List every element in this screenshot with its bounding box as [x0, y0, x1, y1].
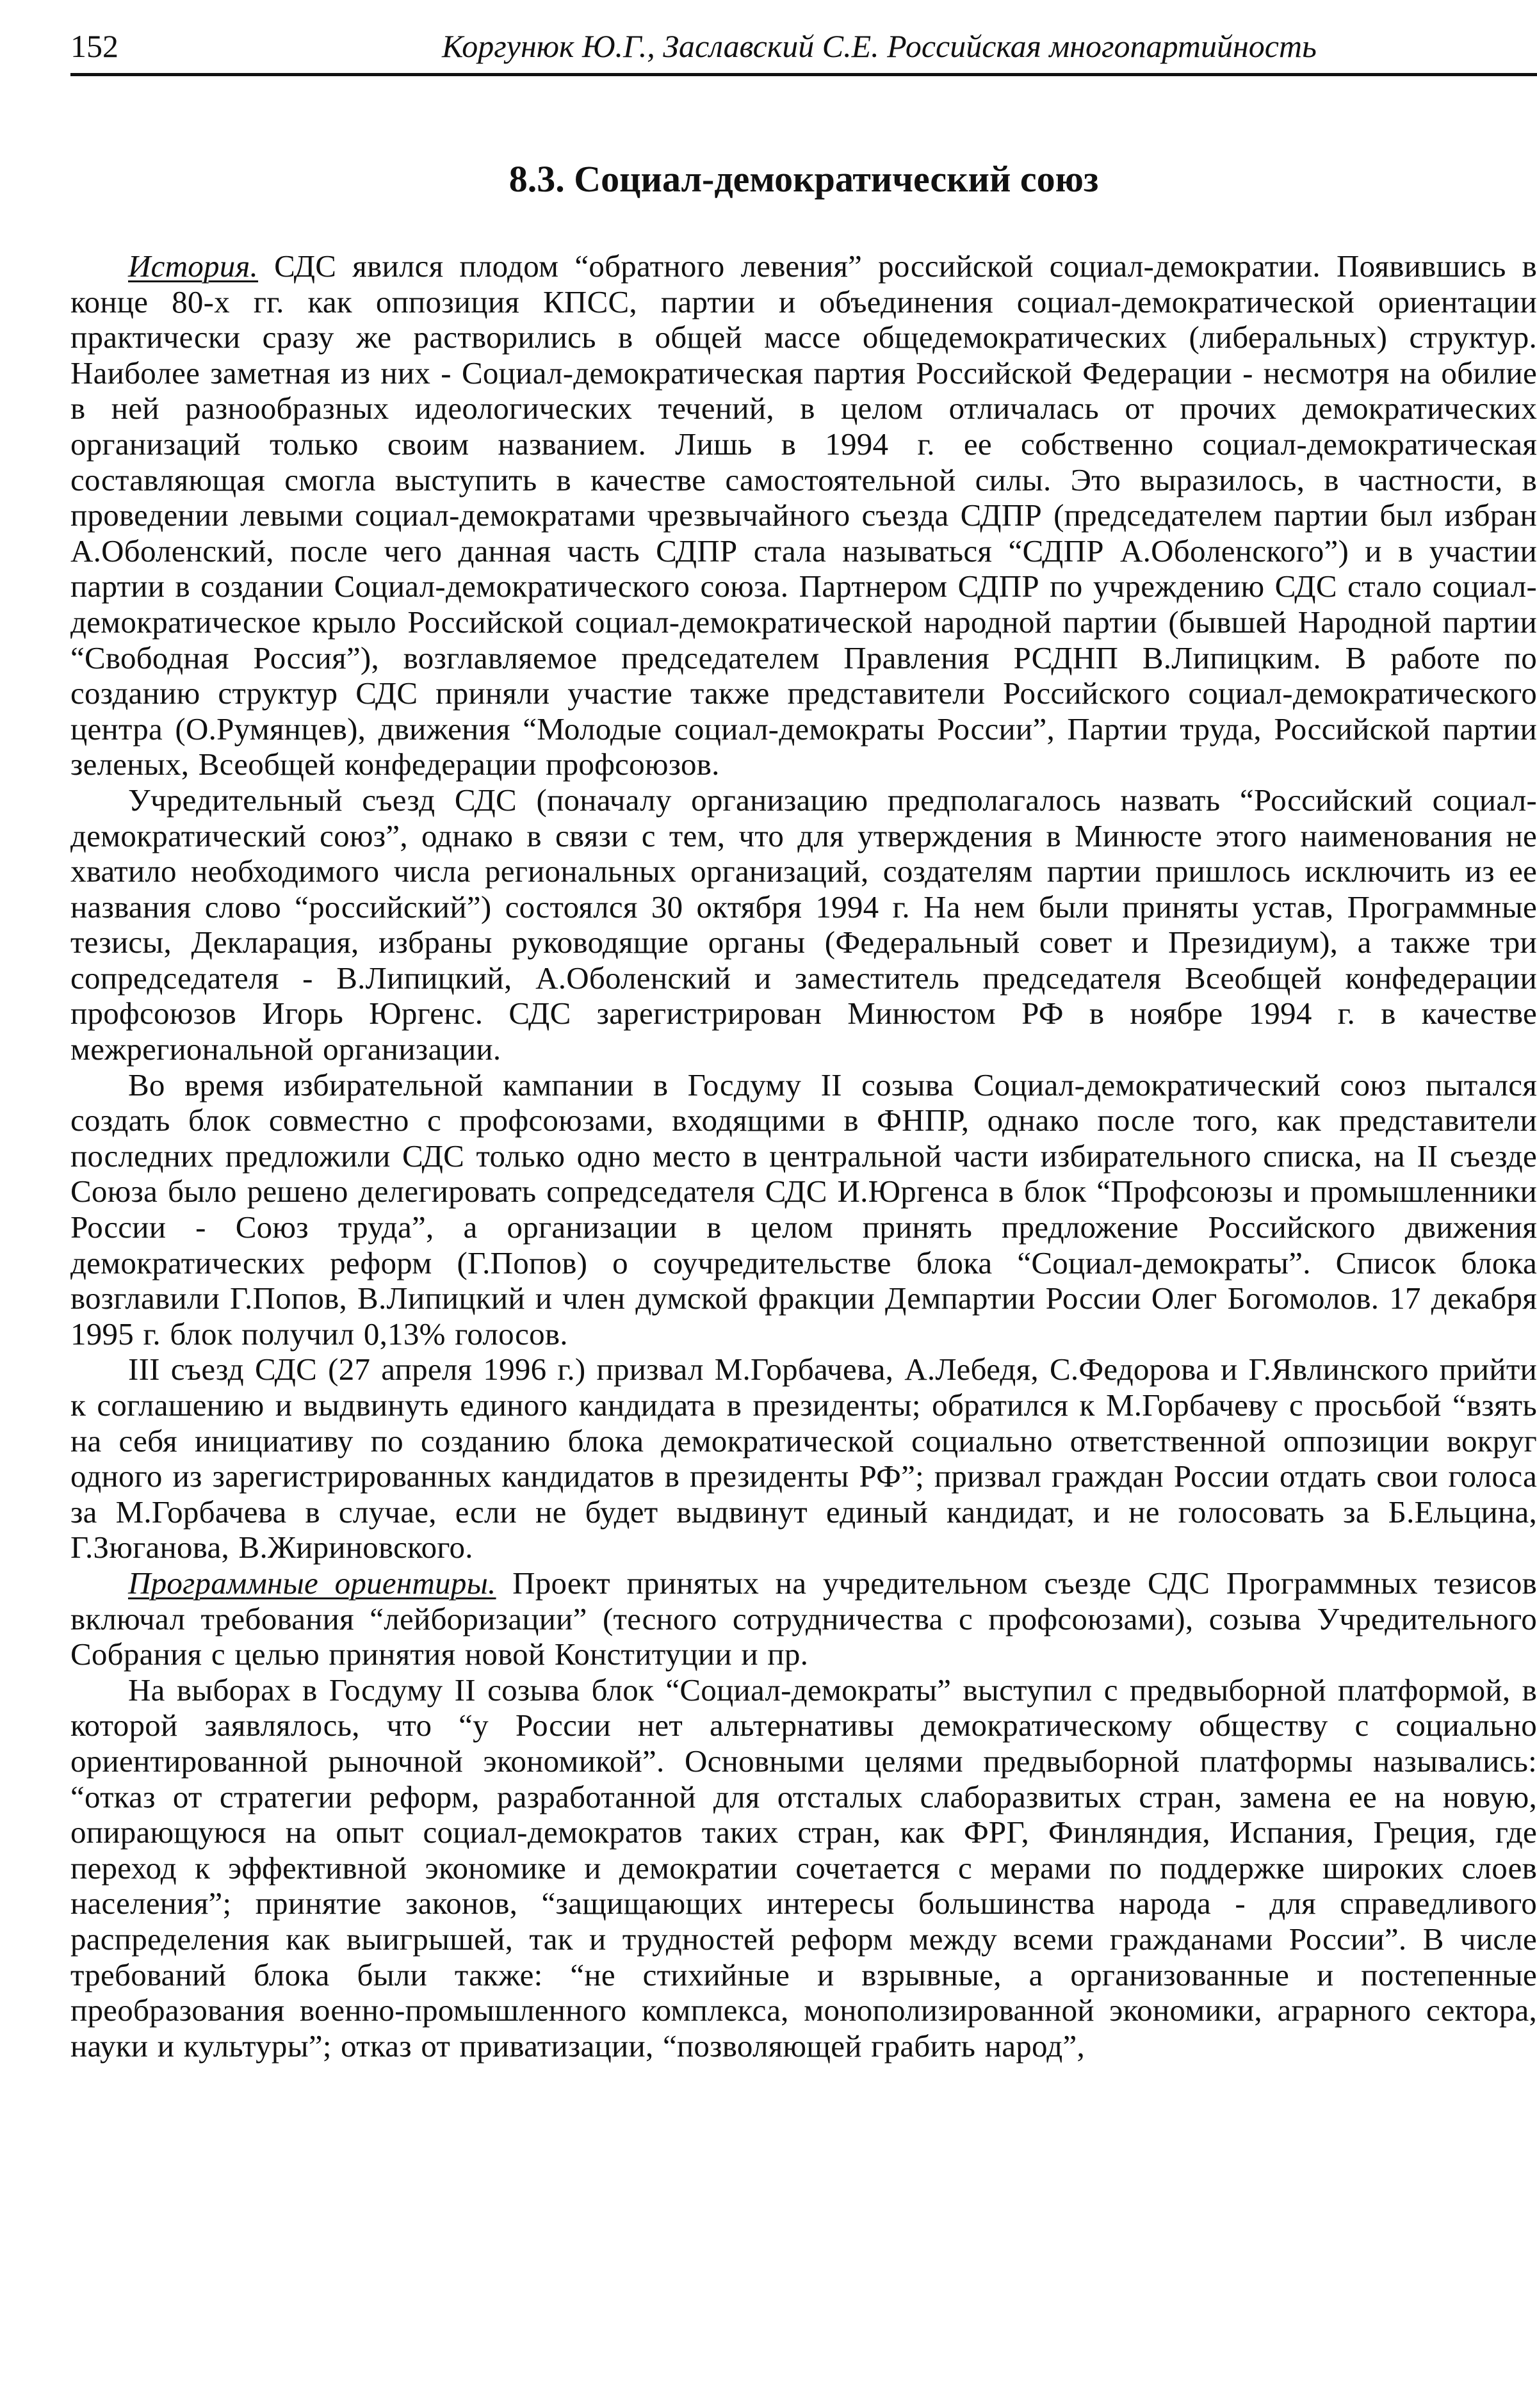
inline-heading-history: История.: [128, 248, 259, 284]
running-header: [70, 19, 1537, 76]
paragraph-text: III съезд СДС (27 апреля 1996 г.) призвал М.Горбачева, А.Лебедя, С.Федорова и Г.Явлинского прийти к соглашению и выдвинуть единого кандидата в президенты; обратился к М.Горбачеву с просьбой “взять на себя инициативу по созданию блока демократической социально ответственной оппозиции вокруг одного из зарегистрированных кандидатов в президенты РФ”; призвал граждан России отдать свои голоса за М.Горбачева в случае, если не будет выдвинут единый кандидат, и не голосовать за Б.Ельцина, Г.Зюганова, В.Жириновского.: [70, 1352, 1537, 1565]
running-title: Коргунюк Ю.Г., Заславский С.Е. Российская многопартийность: [442, 28, 1317, 64]
paragraph-text: Во время избирательной кампании в Госдуму II созыва Социал-демократический союз пытался создать блок совместно с профсоюзами, входящими в ФНПР, однако после того, как представители последних предложили СДС только одно место в центральной части избирательного списка, на II съезде Союза было решено делегировать сопредседателя СДС И.Юргенса в блок “Профсоюзы и промышленники России - Союз труда”, а организации в целом принять предложение Российского движения демократических реформ (Г.Попов) о соучредительстве блока “Социал-демократы”. Список блока возглавили Г.Попов, В.Липицкий и член думской фракции Демпартии России Олег Богомолов. 17 декабря 1995 г. блок получил 0,13% голосов.: [70, 1067, 1537, 1352]
paragraph-text: Проект принятых на учредительном съезде СДС Программных тезисов включал требования “лейборизации” (тесного сотрудничества с профсоюзами), созыва Учредительного Собрания с целью принятия новой Конституции и пр.: [70, 1565, 1537, 1672]
paragraph-text: Учредительный съезд СДС (поначалу организацию предполагалось назвать “Российский социал-демократический союз”, однако в связи с тем, что для утверждения в Минюсте этого наименования не хватило необходимого числа региональных организаций, создателям партии пришлось исключить из ее названия слово “российский”) состоялся 30 октября 1994 г. На нем были приняты устав, Программные тезисы, Декларация, избраны руководящие органы (Федеральный совет и Президиум), а также три сопредседателя - В.Липицкий, А.Оболенский и заместитель председателя Всеобщей конфедерации профсоюзов Игорь Юргенс. СДС зарегистрирован Минюстом РФ в ноябре 1994 г. в качестве межрегиональной организации.: [70, 782, 1537, 1067]
paragraph-founding-congress: [70, 782, 1537, 1067]
paragraph-third-congress: [70, 1352, 1537, 1565]
paragraph-text: На выборах в Госдуму II созыва блок “Социал-демократы” выступил с предвыборной платформой, в которой заявлялось, что “у России нет альтернативы демократическому обществу с социально ориентированной рыночной экономикой”. Основными целями предвыборной платформы назывались: “отказ от стратегии реформ, разработанной для отсталых слаборазвитых стран, замена ее на новую, опирающуюся на опыт социал-демократов таких стран, как ФРГ, Финляндия, Испания, Греция, где переход к эффективной экономике и демократии сочетается с мерами по поддержке широких слоев населения”; принятие законов, “защищающих интересы большинства народа - для справедливого распределения как выигрышей, так и трудностей реформ между всеми гражданами России”. В числе требований блока были также: “не стихийные и взрывные, а организованные и постепенные преобразования военно-промышленного комплекса, монополизированной экономики, аграрного сектора, науки и культуры”; отказ от приватизации, “позволяющей грабить народ”,: [70, 1672, 1537, 2064]
paragraph-history: [70, 248, 1537, 782]
inline-heading-program-guidelines: Программные ориентиры.: [128, 1565, 496, 1601]
paragraph-program-guidelines: [70, 1565, 1537, 1672]
section-title: 8.3. Социал-демократический союз: [508, 158, 1099, 200]
paragraph-text: СДС явился плодом “обратного левения” российской социал-демократии. Появившись в конце 80-х гг. как оппозиция КПСС, партии и объединения социал-демократической ориентации практически сразу же растворились в общей массе общедемократических (либеральных) структур. Наиболее заметная из них - Социал-демократическая партия Российской Федерации - несмотря на обилие в ней разнообразных идеологических течений, в целом отличалась от прочих демократических организаций только своим названием. Лишь в 1994 г. ее собственно социал-демократическая составляющая смогла выступить в качестве самостоятельной силы. Это выразилось, в частности, в проведении левыми социал-демократами чрезвычайного съезда СДПР (председателем партии был избран А.Оболенский, после чего данная часть СДПР стала называться “СДПР А.Оболенского”) и в участии партии в создании Социал-демократического союза. Партнером СДПР по учреждению СДС стало социал-демократическое крыло Российской социал-демократической народной партии (бывшей Народной партии “Свободная Россия”), возглавляемое председателем Правления РСДНП В.Липицким. В работе по созданию структур СДС приняли участие также представители Российского социал-демократического центра (О.Румянцев), движения “Молодые социал-демократы России”, Партии труда, Российской партии зеленых, Всеобщей конфедерации профсоюзов.: [70, 248, 1537, 782]
book-page: [70, 19, 1537, 2401]
paragraph-election-campaign: [70, 1067, 1537, 1352]
page-number: 152: [70, 28, 118, 64]
paragraph-election-platform: [70, 1672, 1537, 2064]
